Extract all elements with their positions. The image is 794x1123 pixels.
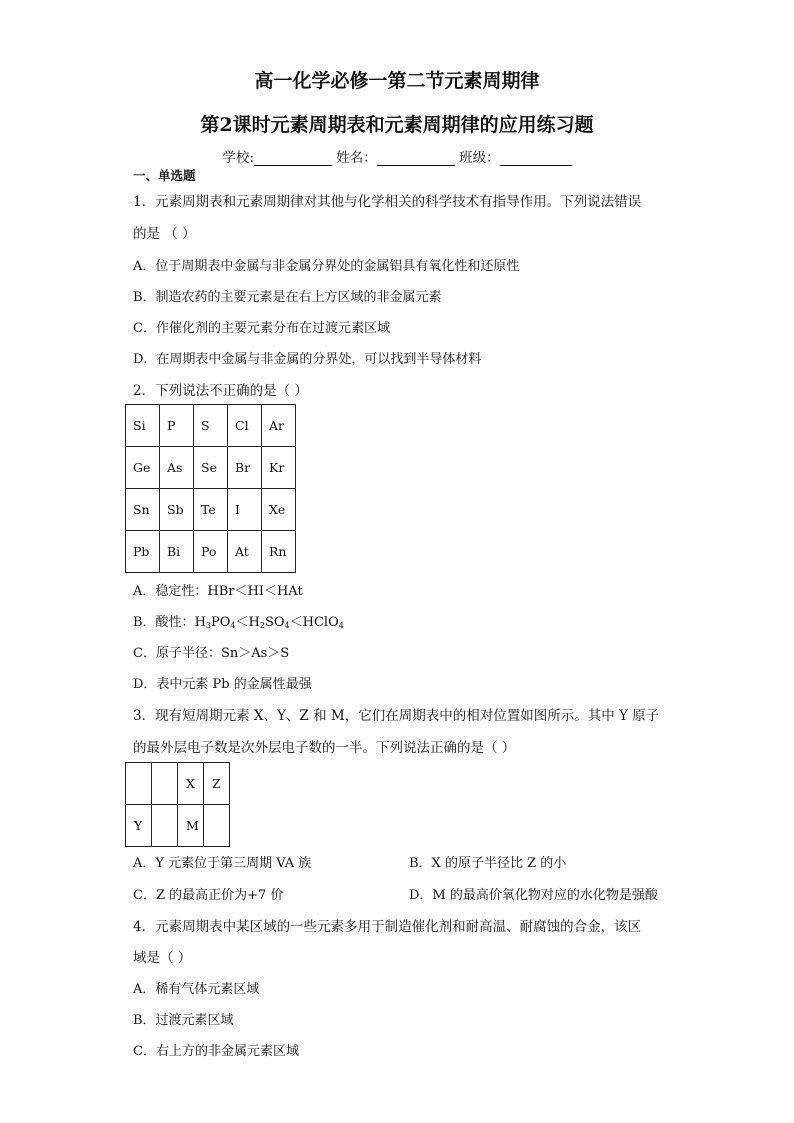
- element-table-cell: Sb: [160, 489, 194, 531]
- q2-element-table: [125, 404, 296, 573]
- q3-option-b: B．X 的原子半径比 Z 的小: [409, 856, 567, 871]
- element-table-cell: Se: [194, 447, 228, 489]
- formula-sub: 3: [205, 621, 211, 630]
- document-subtitle: 第2课时元素周期表和元素周期律的应用练习题: [200, 114, 594, 136]
- q2-option-b: [133, 611, 344, 630]
- q3-option-a: A．Y 元素位于第三周期 VA 族: [133, 856, 312, 871]
- element-table-cell: Sn: [126, 489, 160, 531]
- element-table-cell: Ar: [262, 405, 296, 447]
- class-label: 班级：: [459, 150, 500, 166]
- element-table-cell: Pb: [126, 531, 160, 573]
- position-table-cell: M: [178, 805, 204, 847]
- formula-sub: 4: [338, 621, 344, 630]
- element-table-cell: Br: [228, 447, 262, 489]
- q4-option-c: C．右上方的非金属元素区域: [133, 1044, 299, 1059]
- formula-part: H: [248, 615, 260, 630]
- section-heading: 一、单选题: [133, 168, 196, 183]
- less-than-sign: ＜: [235, 615, 249, 630]
- element-table-cell: Po: [194, 531, 228, 573]
- formula-part: H: [194, 615, 206, 630]
- position-table-cell: X: [178, 763, 204, 805]
- q1-stem-line1: 1．元素周期表和元素周期律对其他与化学相关的科学技术有指导作用。下列说法错误: [133, 194, 642, 210]
- formula-part: SO: [264, 615, 285, 630]
- element-table-row: [126, 447, 296, 489]
- element-table-cell: Te: [194, 489, 228, 531]
- element-table-row: [126, 531, 296, 573]
- formula-sub: 4: [230, 621, 236, 630]
- document-title: 高一化学必修一第二节元素周期律: [254, 70, 540, 92]
- position-table-cell: [152, 763, 178, 805]
- element-table-cell: Ge: [126, 447, 160, 489]
- q3-option-d: D．M 的最高价氧化物对应的水化物是强酸: [409, 888, 658, 903]
- position-table-cell: [204, 805, 230, 847]
- formula-part: PO: [211, 615, 231, 630]
- less-than-sign: ＜: [289, 615, 303, 630]
- position-table-cell: Z: [204, 763, 230, 805]
- position-table-row: [126, 763, 230, 805]
- formula-sub: 4: [284, 621, 290, 630]
- q2-option-b-prefix: B．酸性：: [133, 615, 195, 630]
- position-table-cell: Y: [126, 805, 152, 847]
- formula-sub: 2: [259, 621, 265, 630]
- position-table-cell: [126, 763, 152, 805]
- element-table-cell: Rn: [262, 531, 296, 573]
- position-table-row: [126, 805, 230, 847]
- class-blank: [500, 151, 572, 166]
- q2-option-c: C．原子半径：Sn＞As＞S: [133, 646, 290, 661]
- q2-option-a: A．稳定性：HBr＜HI＜HAt: [133, 584, 303, 599]
- name-blank: [377, 151, 455, 166]
- element-table-cell: Cl: [228, 405, 262, 447]
- q3-position-table: [125, 762, 230, 847]
- q1-option-b: B．制造农药的主要元素是在右上方区域的非金属元素: [133, 290, 442, 305]
- q4-stem-line1: 4．元素周期表中某区域的一些元素多用于制造催化剂和耐高温、耐腐蚀的合金，该区: [133, 919, 642, 935]
- student-info-line: [0, 146, 794, 166]
- name-label: 姓名：: [336, 150, 377, 166]
- element-table-cell: Bi: [160, 531, 194, 573]
- q2-stem: 2．下列说法不正确的是（ ）: [133, 383, 308, 399]
- q2-option-d: D．表中元素 Pb 的金属性最强: [133, 677, 312, 692]
- q1-option-c: C．作催化剂的主要元素分布在过渡元素区域: [133, 321, 390, 336]
- q1-stem-line2: 的是 （ ）: [133, 226, 196, 242]
- q4-option-a: A．稀有气体元素区域: [133, 982, 260, 997]
- q3-option-c: C．Z 的最高正价为+7 价: [133, 888, 284, 903]
- element-table-cell: Xe: [262, 489, 296, 531]
- element-table-cell: P: [160, 405, 194, 447]
- element-table-cell: As: [160, 447, 194, 489]
- formula-part: HClO: [302, 615, 339, 630]
- school-blank: [254, 151, 332, 166]
- q4-option-b: B．过渡元素区域: [133, 1013, 234, 1028]
- q3-stem-line2: 的最外层电子数是次外层电子数的一半。下列说法正确的是（ ）: [133, 740, 516, 756]
- element-table-cell: At: [228, 531, 262, 573]
- element-table-cell: I: [228, 489, 262, 531]
- q4-stem-line2: 域是（ ）: [133, 950, 192, 966]
- element-table-row: [126, 405, 296, 447]
- q3-stem-line1: 3．现有短周期元素 X、Y、Z 和 M，它们在周期表中的相对位置如图所示。其中 Y 原子: [133, 708, 660, 724]
- element-table-cell: Kr: [262, 447, 296, 489]
- element-table-cell: S: [194, 405, 228, 447]
- element-table-cell: Si: [126, 405, 160, 447]
- element-table-row: [126, 489, 296, 531]
- q1-option-d: D．在周期表中金属与非金属的分界处，可以找到半导体材料: [133, 352, 482, 367]
- position-table-cell: [152, 805, 178, 847]
- school-label: 学校:: [222, 150, 254, 166]
- q1-option-a: A．位于周期表中金属与非金属分界处的金属铝具有氧化性和还原性: [133, 259, 520, 274]
